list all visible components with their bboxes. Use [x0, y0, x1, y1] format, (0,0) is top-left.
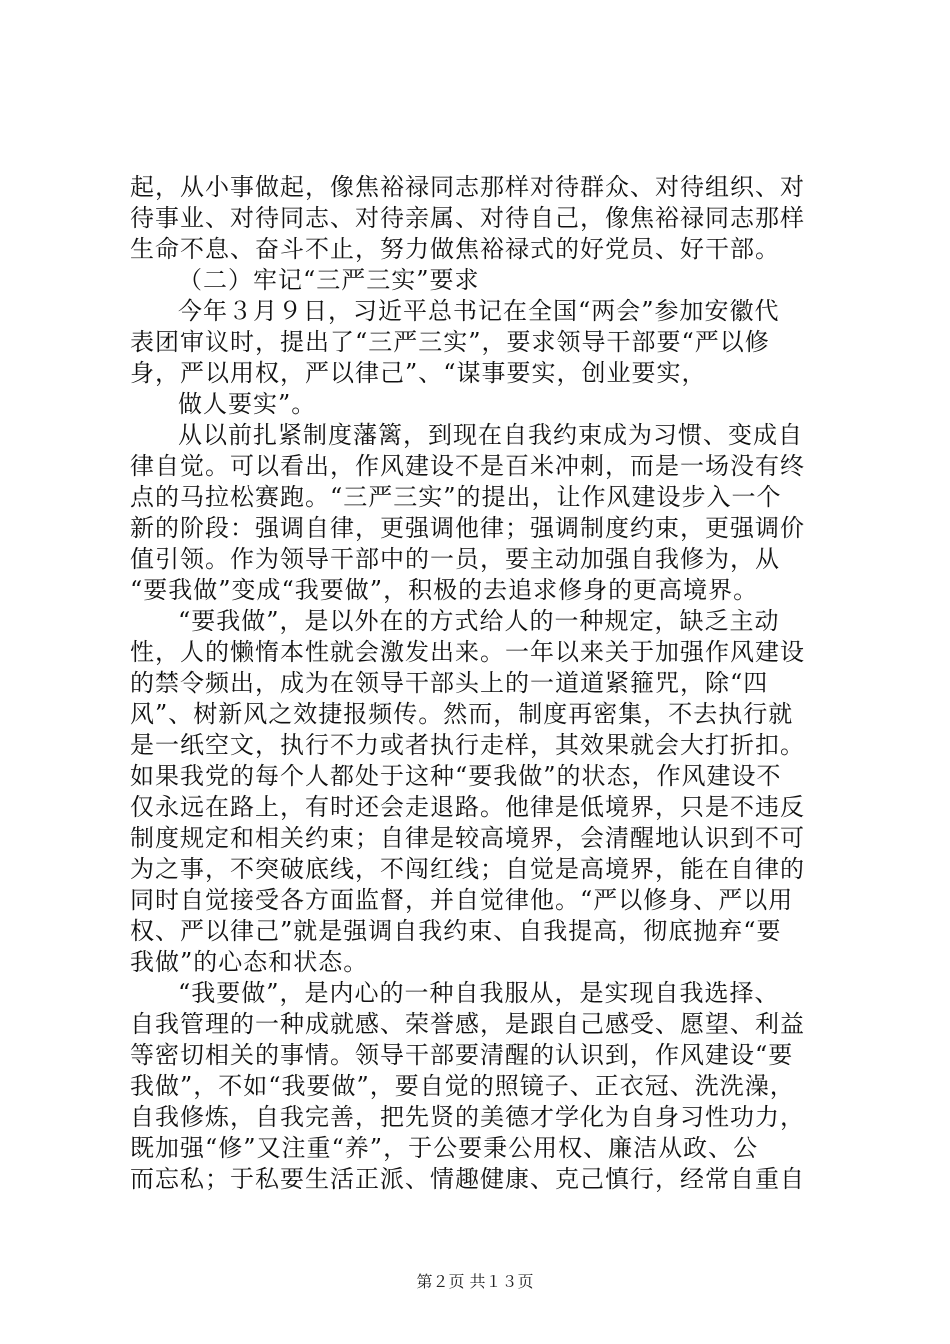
text-line: 如果我党的每个人都处于这种“要我做”的状态，作风建设不	[130, 762, 782, 790]
text-line: 权、严以律己”就是强调自我约束、自我提高，彻底抛弃“要	[130, 917, 782, 945]
text-line: 点的马拉松赛跑。“三严三实”的提出，让作风建设步入一个	[130, 483, 782, 511]
text-line: 今年３月９日，习近平总书记在全国“两会”参加安徽代	[178, 297, 780, 325]
text-line: 自我修炼，自我完善，把先贤的美德才学化为自身习性功力，	[130, 1103, 805, 1131]
text-line: 为之事，不突破底线，不闯红线；自觉是高境界，能在自律的	[130, 855, 805, 883]
text-line: 值引领。作为领导干部中的一员，要主动加强自我修为，从	[130, 545, 780, 573]
body-text	[130, 172, 830, 1195]
text-line: 做人要实”。	[178, 390, 317, 418]
text-line: 而忘私；于私要生活正派、情趣健康、克己慎行，经常自重自	[130, 1165, 805, 1193]
text-line: （二）牢记“三严三实”要求	[178, 266, 480, 294]
text-line: 既加强“修”又注重“养”，于公要秉公用权、廉洁从政、公	[130, 1134, 759, 1162]
text-line: “我要做”，是内心的一种自我服从，是实现自我选择、	[178, 979, 780, 1007]
text-line: 同时自觉接受各方面监督，并自觉律他。“严以修身、严以用	[130, 886, 794, 914]
text-line: “要我做”变成“我要做”，积极的去追求修身的更高境界。	[130, 576, 759, 604]
text-line: “要我做”，是以外在的方式给人的一种规定，缺乏主动	[178, 607, 780, 635]
text-line: 仅永远在路上，有时还会走退路。他律是低境界，只是不违反	[130, 793, 805, 821]
text-line: 等密切相关的事情。领导干部要清醒的认识到，作风建设“要	[130, 1041, 794, 1069]
text-line: 表团审议时，提出了“三严三实”，要求领导干部要“严以修	[130, 328, 770, 356]
text-line: 制度规定和相关约束；自律是较高境界，会清醒地认识到不可	[130, 824, 805, 852]
text-line: 新的阶段：强调自律，更强调他律；强调制度约束，更强调价	[130, 514, 805, 542]
text-line: 起，从小事做起，像焦裕禄同志那样对待群众、对待组织、对	[130, 173, 805, 201]
page-footer: 第２页 共１３页	[416, 1272, 534, 1291]
text-line: 律自觉。可以看出，作风建设不是百米冲刺，而是一场没有终	[130, 452, 805, 480]
text-line: 性，人的懒惰本性就会激发出来。一年以来关于加强作风建设	[130, 638, 805, 666]
text-line: 是一纸空文，执行不力或者执行走样，其效果就会大打折扣。	[130, 731, 805, 759]
text-line: 待事业、对待同志、对待亲属、对待自己，像焦裕禄同志那样	[130, 204, 805, 232]
text-line: 的禁令频出，成为在领导干部头上的一道道紧箍咒，除“四	[130, 669, 769, 697]
text-line: 我做”，不如“我要做”，要自觉的照镜子、正衣冠、洗洗澡，	[130, 1072, 795, 1100]
text-line: 自我管理的一种成就感、荣誉感，是跟自己感受、愿望、利益	[130, 1010, 805, 1038]
text-line: 风”、树新风之效捷报频传。然而，制度再密集，不去执行就	[130, 700, 794, 728]
text-line: 我做”的心态和状态。	[130, 948, 369, 976]
text-line: 身，严以用权，严以律己”、“谋事要实，创业要实，	[130, 359, 707, 387]
text-line: 生命不息、奋斗不止，努力做焦裕禄式的好党员、好干部。	[130, 235, 780, 263]
text-line: 从以前扎紧制度藩篱，到现在自我约束成为习惯、变成自	[178, 421, 803, 449]
